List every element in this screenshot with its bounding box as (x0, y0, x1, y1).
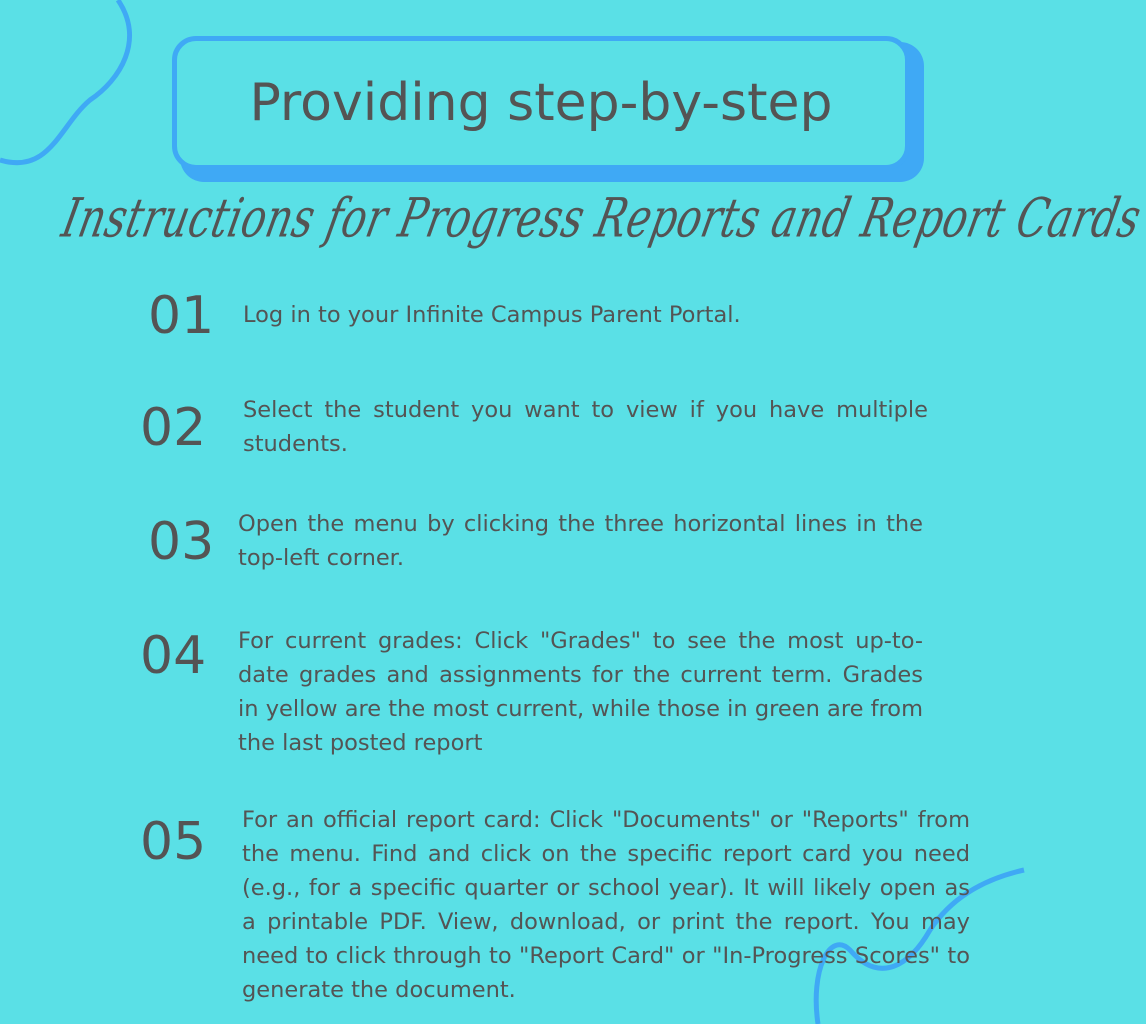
step-text: For an official report card: Click "Documents" or "Reports" from the menu. Find and click on the specific report card you need (e.g., for a specific quarter or school year). It will likely open as a printable PDF. View, download, or print the report. You may need to click through to "Report Card" or "In-Progress Scores" to generate the document. (242, 807, 970, 1003)
step-number: 02 (140, 398, 207, 458)
step-text: Open the menu by clicking the three horizontal lines in the top-left corner. (238, 511, 923, 571)
step-number: 05 (140, 812, 207, 872)
step-text: Log in to your Infinite Campus Parent Portal. (243, 302, 741, 328)
step-number: 01 (148, 286, 215, 346)
script-subtitle: Instructions for Progress Reports and Report Cards (56, 188, 1146, 251)
step-number: 04 (140, 626, 207, 686)
top-left-curve (0, 0, 130, 163)
page-title: Providing step-by-step (249, 73, 833, 133)
step-text: For current grades: Click "Grades" to see the most up-to-date grades and assignments for the current term. Grades in yellow are the most current, while those in green are from the last posted report (238, 628, 923, 756)
step-number: 03 (148, 512, 215, 572)
title-box (172, 36, 910, 170)
step-text: Select the student you want to view if you have multiple students. (243, 397, 928, 457)
